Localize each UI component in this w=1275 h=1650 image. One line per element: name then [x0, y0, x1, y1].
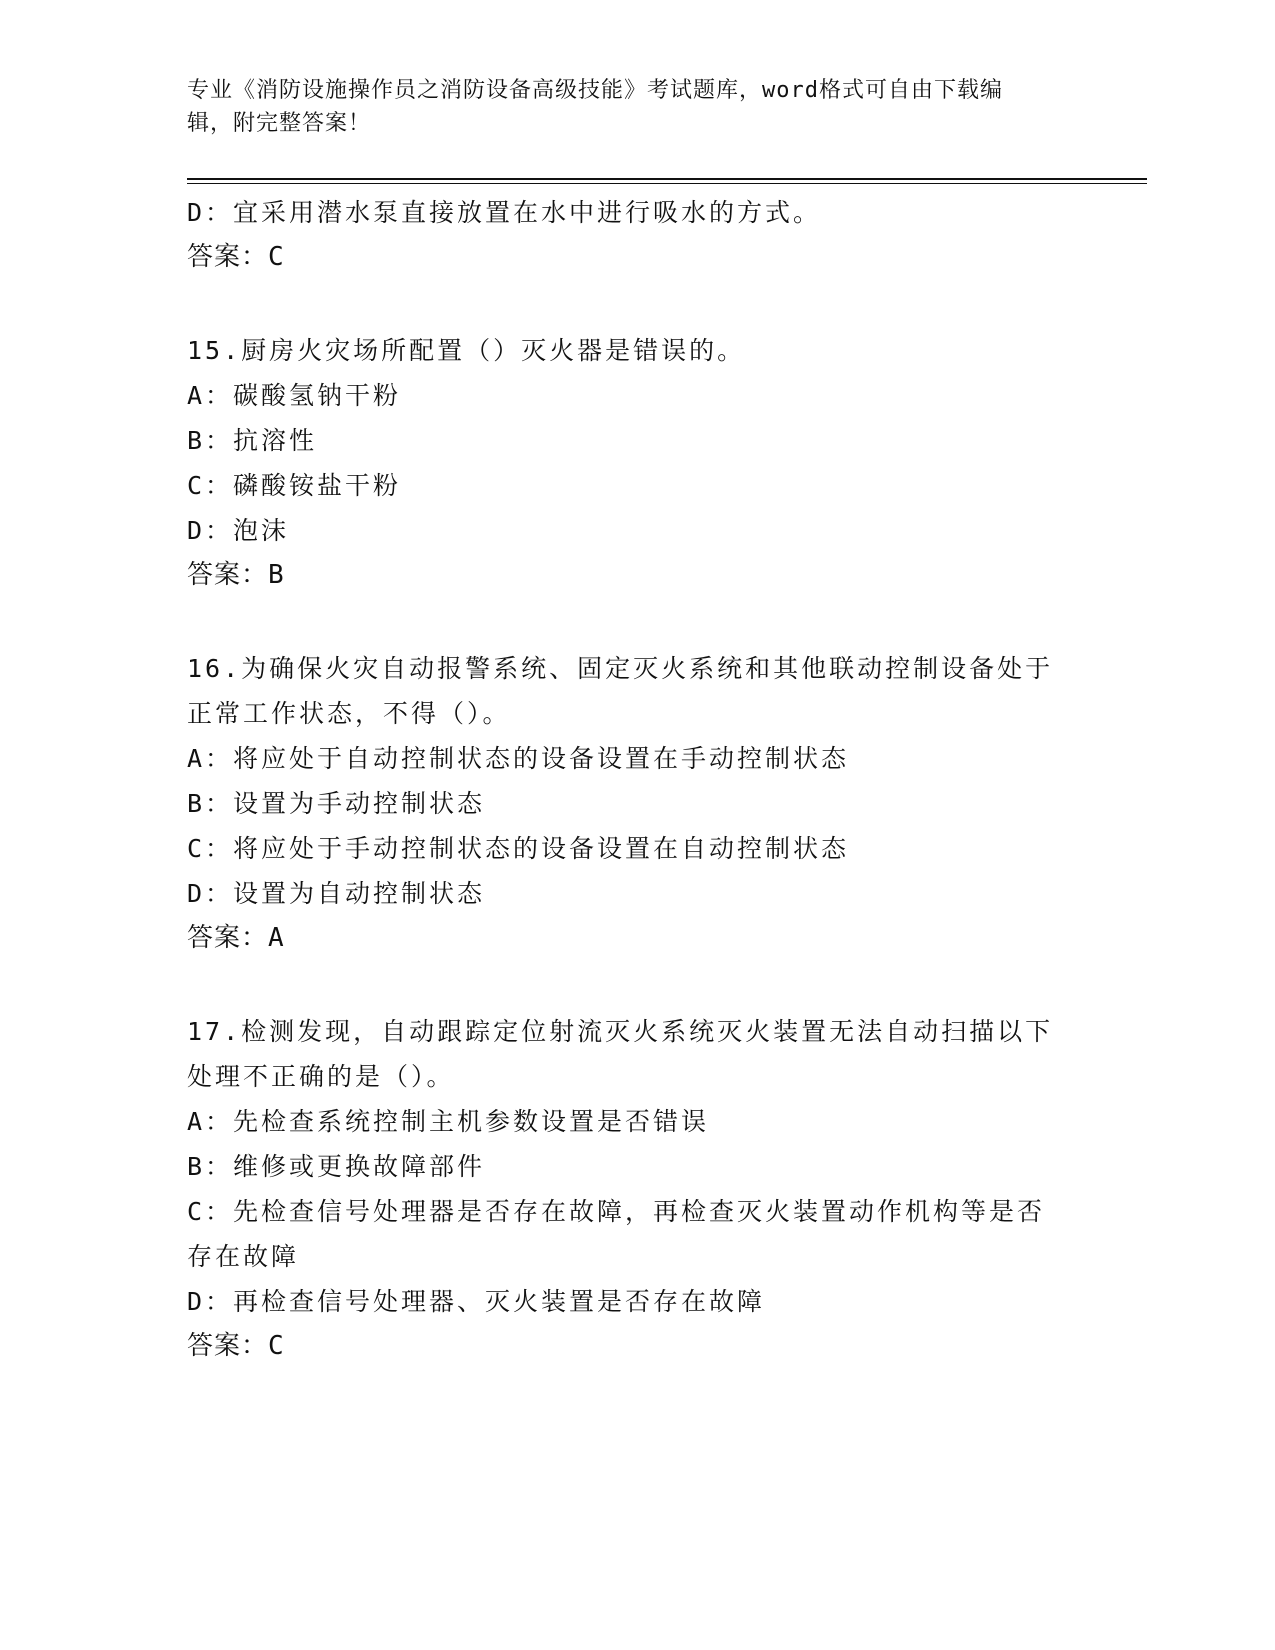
page-header: [187, 74, 1067, 140]
option-b: B：设置为手动控制状态: [187, 789, 486, 818]
question-15: [187, 328, 1087, 598]
option-c: C：将应处于手动控制状态的设备设置在自动控制状态: [187, 834, 850, 863]
prev-answer: 答案：C: [187, 242, 285, 272]
option-c: C：磷酸铵盐干粉: [187, 471, 402, 500]
option-c-cont: 存在故障: [187, 1242, 300, 1271]
prev-option-d: D：宜采用潜水泵直接放置在水中进行吸水的方式。: [187, 198, 822, 227]
question-list: [187, 190, 1087, 1369]
option-a: A：将应处于自动控制状态的设备设置在手动控制状态: [187, 744, 850, 773]
question-text-cont: 正常工作状态，不得（）。: [187, 699, 511, 728]
header-line-2: 辑，附完整答案！: [187, 111, 372, 136]
question-text-cont: 处理不正确的是（）。: [187, 1062, 455, 1091]
question-17: [187, 1009, 1087, 1369]
option-b: B：维修或更换故障部件: [187, 1152, 486, 1181]
option-c: C：先检查信号处理器是否存在故障，再检查灭火装置动作机构等是否: [187, 1197, 1046, 1226]
option-a: A：先检查系统控制主机参数设置是否错误: [187, 1107, 710, 1136]
option-a: A：碳酸氢钠干粉: [187, 381, 402, 410]
question-text: 16.为确保火灾自动报警系统、固定灭火系统和其他联动控制设备处于: [187, 654, 1054, 683]
header-rule-thin: [187, 183, 1147, 184]
question-16: [187, 646, 1087, 961]
option-d: D：设置为自动控制状态: [187, 879, 486, 908]
header-rule-thick: [187, 178, 1147, 180]
question-text: 17.检测发现，自动跟踪定位射流灭火系统灭火装置无法自动扫描以下: [187, 1017, 1054, 1046]
question-text: 15.厨房火灾场所配置（）灭火器是错误的。: [187, 336, 746, 365]
option-d: D：再检查信号处理器、灭火装置是否存在故障: [187, 1287, 766, 1316]
option-b: B：抗溶性: [187, 426, 318, 455]
answer: 答案：B: [187, 560, 285, 590]
answer: 答案：C: [187, 1331, 285, 1361]
option-d: D：泡沫: [187, 516, 290, 545]
header-line-1: 专业《消防设施操作员之消防设备高级技能》考试题库，word格式可自由下载编: [187, 78, 1003, 103]
answer: 答案：A: [187, 923, 285, 953]
